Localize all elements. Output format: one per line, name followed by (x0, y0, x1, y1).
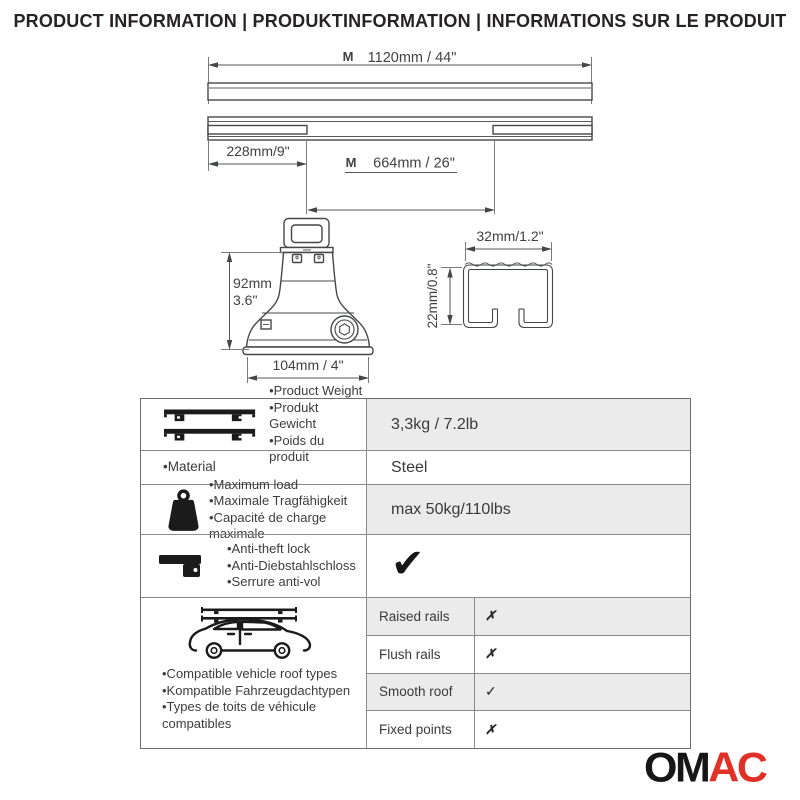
logo-text-red: AC (708, 744, 766, 792)
check-mark: ✔ (391, 542, 425, 586)
spec-label: •Poids du produit (269, 432, 325, 465)
roof-type-label: Raised rails (367, 598, 475, 635)
spec-label: •Material (163, 459, 216, 475)
spec-label: •Product Weight (269, 383, 363, 399)
roof-type-row (367, 635, 690, 673)
spec-label: •Compatible vehicle roof types (162, 666, 338, 681)
spec-label: •Serrure anti-vol (227, 574, 321, 590)
roof-type-row (367, 710, 690, 748)
logo-text-black: OM (644, 744, 709, 792)
profile-width-label: 32mm/1.2" (476, 228, 544, 244)
roof-type-label: Smooth roof (367, 674, 475, 711)
spec-label: •Anti-Diebstahlschloss (227, 557, 356, 573)
size-code-label: M (342, 49, 354, 64)
spec-label: •Produkt Gewicht (269, 399, 319, 432)
spec-label: •Capacité de charge maximale (209, 509, 327, 541)
table-row-weight (141, 383, 690, 465)
spec-label: compatibles (162, 715, 232, 731)
car-roof-rack-icon (184, 603, 324, 663)
foot-spread-dimension (307, 155, 495, 213)
table-row-max-load (141, 476, 690, 541)
cross-mark: ✗ (485, 608, 496, 624)
table-row-anti-theft (141, 534, 690, 597)
check-mark: ✓ (485, 683, 497, 700)
crossbar-bottom-view (208, 117, 592, 140)
end-offset-dimension (208, 140, 495, 214)
spec-label: •Anti-theft lock (227, 541, 311, 557)
foot-height-in-label: 3.6" (233, 292, 258, 308)
weight-icon (165, 488, 202, 532)
profile-height-dimension (425, 263, 462, 328)
spec-value-weight: 3,3kg / 7.2lb (367, 399, 690, 450)
profile-width-dimension (465, 228, 552, 261)
bar-length-label: 1120mm / 44" (367, 50, 457, 66)
foot-width-label: 104mm / 4" (272, 357, 344, 373)
spec-label: •Types de toits de véhicule (162, 699, 317, 714)
spec-label: •Kompatible Fahrzeugdachtypen (162, 682, 351, 698)
cross-mark: ✗ (485, 721, 496, 737)
foot-width-dimension (247, 357, 369, 383)
lock-icon (159, 553, 205, 579)
table-row-roof-types (141, 597, 690, 748)
foot-spread-label: 664mm / 26" (373, 155, 455, 172)
roof-type-label: Fixed points (367, 711, 475, 748)
spec-label: •Maximale Tragfähigkeit (209, 493, 348, 508)
spec-label: •Maximum load (209, 476, 299, 492)
size-code-label-2: M (345, 155, 357, 170)
end-offset-label: 228mm/9" (226, 143, 290, 159)
crossbar-top-view (208, 83, 592, 100)
page-title: PRODUCT INFORMATION | PRODUKTINFORMATION | INFORMATIONS SUR LE PRODUIT (13, 11, 787, 31)
spec-value-max-load: max 50kg/110lbs (367, 485, 690, 534)
spec-value-material: Steel (391, 458, 428, 476)
foot-height-mm-label: 92mm (233, 275, 272, 291)
roof-type-label: Flush rails (367, 636, 475, 673)
omac-logo (644, 744, 766, 792)
product-dimensions-diagram (0, 0, 800, 396)
roof-rack-icon (163, 406, 256, 444)
cross-mark: ✗ (485, 646, 496, 662)
roof-type-row (367, 598, 690, 635)
spec-table (140, 383, 691, 749)
bar-profile-drawing (464, 263, 553, 328)
roof-type-row (367, 673, 690, 711)
profile-height-label: 22mm/0.8" (425, 263, 440, 329)
